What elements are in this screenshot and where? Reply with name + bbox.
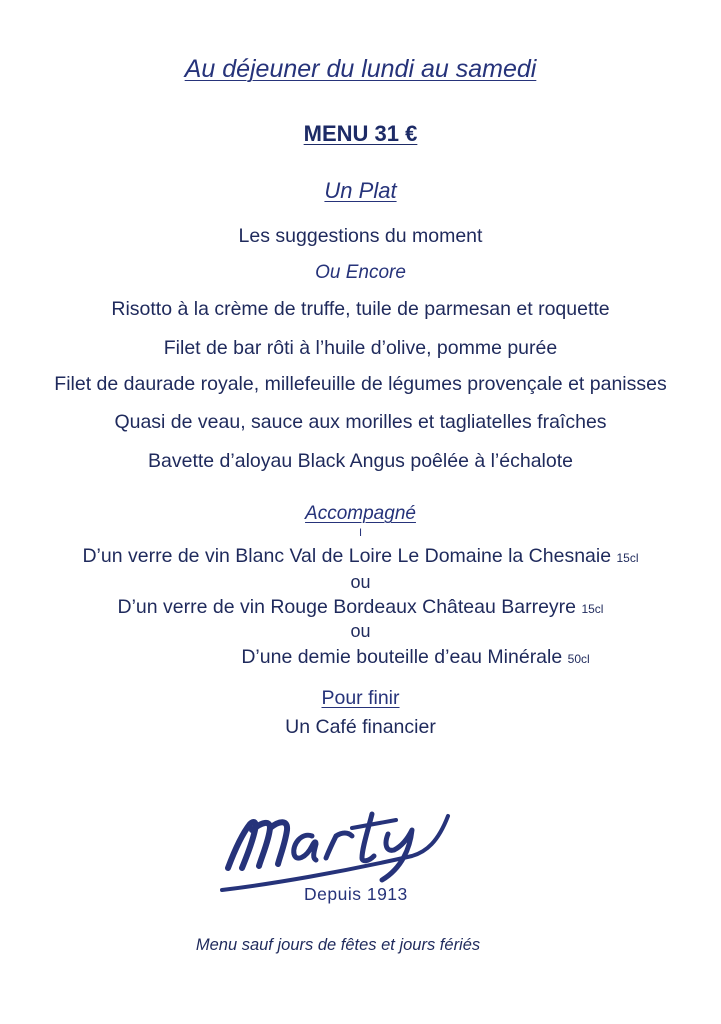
section-heading-pour-finir: Pour finir [321,687,400,709]
dish-item: Bavette d’aloyau Black Angus poêlée à l’échalote [148,450,573,472]
dessert-item: Un Café financier [285,716,436,738]
ou-separator: ou [350,621,371,641]
footer-note: Menu sauf jours de fêtes et jours fériés [195,936,481,954]
drink-label: D’un verre de vin Blanc Val de Loire Le Domaine la Chesnaie [82,545,612,567]
ou-encore-label: Ou Encore [315,262,406,283]
since-1913: Depuis 1913 [304,884,408,904]
dish-item: Filet de bar rôti à l’huile d’olive, pomme purée [163,337,558,359]
menu-title: Au déjeuner du lundi au samedi [184,55,537,83]
section-heading-accompagne: Accompagné [305,503,416,524]
dish-item: Risotto à la crème de truffe, tuile de parmesan et roquette [111,298,610,320]
ou-separator: ou [350,572,371,592]
drink-item-water [55,646,721,669]
dish-item: Filet de daurade royale, millefeuille de légumes provençale et panisses [54,373,667,395]
drink-label: D’une demie bouteille d’eau Minérale [241,646,563,668]
section-heading-un-plat: Un Plat [324,178,397,203]
separator-mark: I [358,527,363,539]
menu-price: MENU 31 € [303,121,418,146]
drink-label: D’un verre de vin Rouge Bordeaux Château Barreyre [117,596,577,618]
dish-item: Quasi de veau, sauce aux morilles et tagliatelles fraîches [114,411,607,433]
drink-item-white-wine [0,545,721,568]
drink-volume: 15cl [581,602,604,616]
drink-volume: 15cl [616,551,639,565]
drink-item-red-wine [0,596,721,619]
suggestions-line: Les suggestions du moment [238,225,483,247]
drink-volume: 50cl [567,652,590,666]
